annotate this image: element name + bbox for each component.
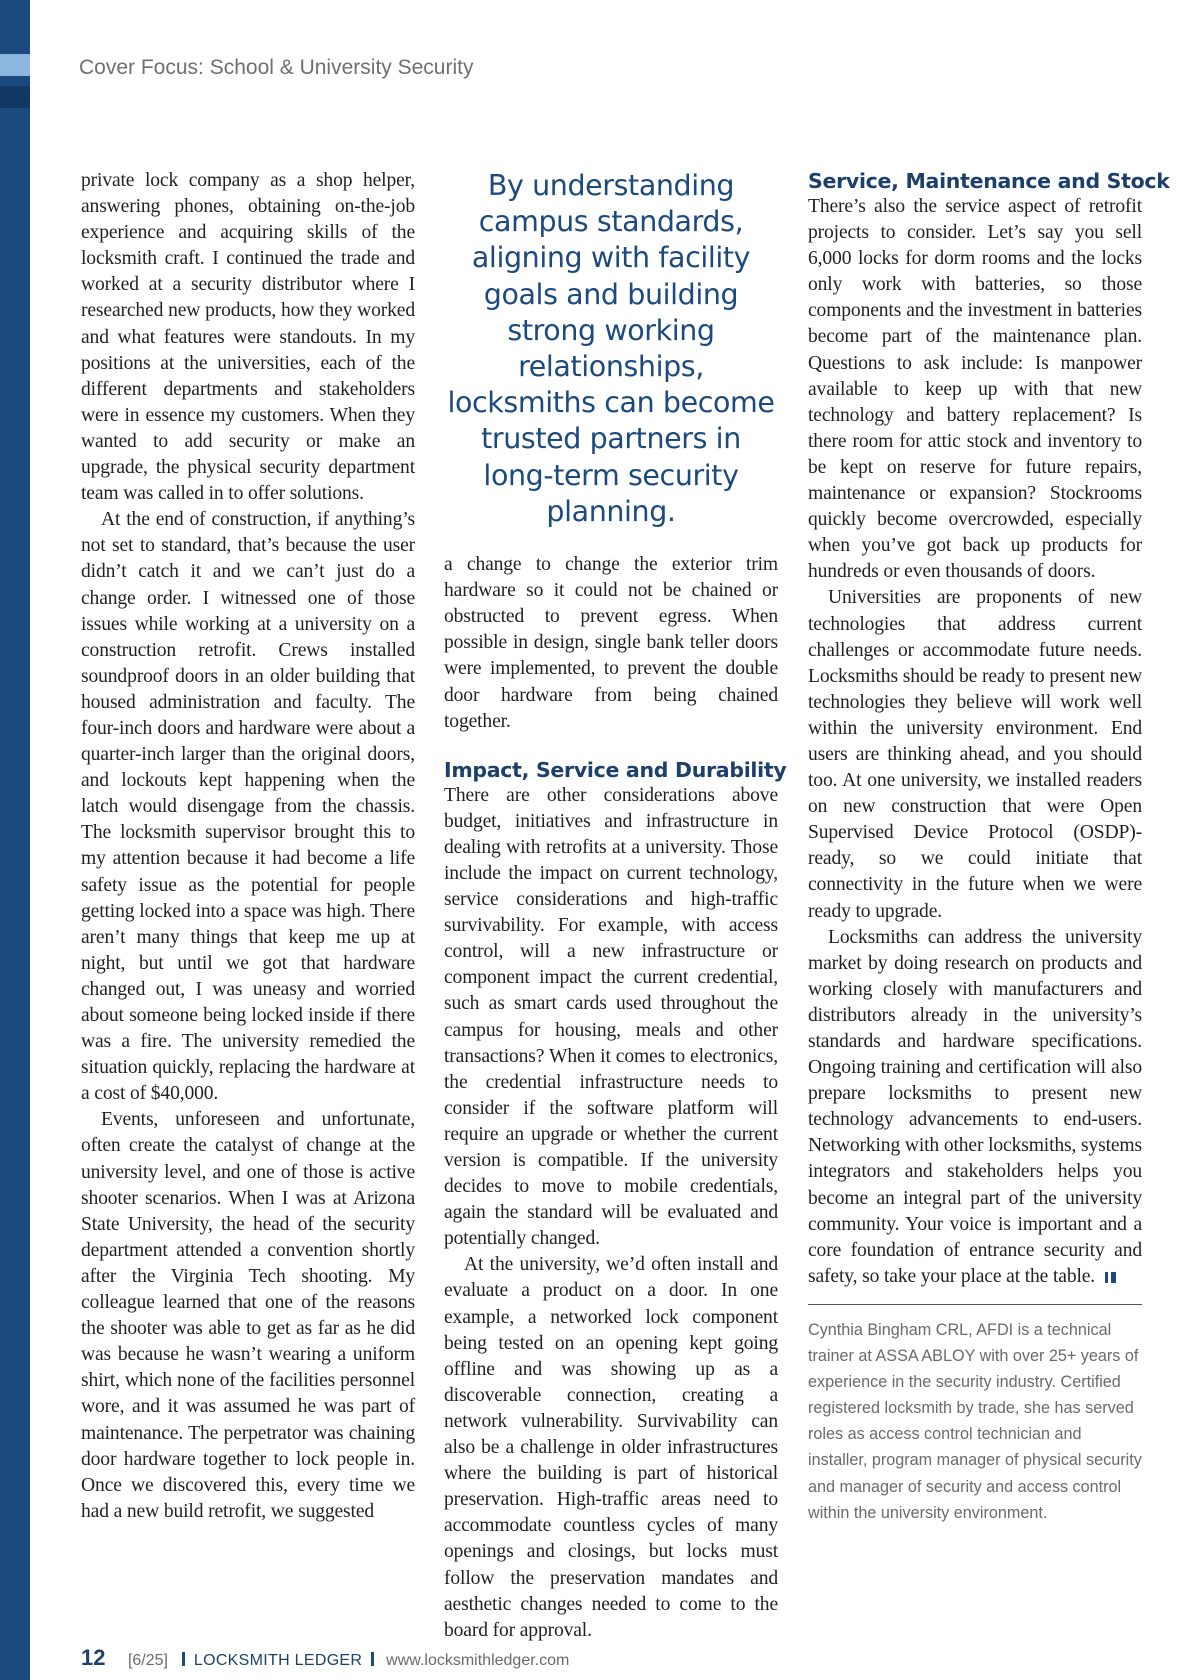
column1-paragraph-1: private lock company as a shop helper, answering phones, obtaining on-the-job experience and acquiring skills of the locksmith craft. I continued the trade and worked at a security distributor where I researched new products, how they worked and what features were standouts. In my positions at the universities, each of the different departments and stakeholders were in essence my customers. When they wanted to add security or make an upgrade, the physical security department team was called in to offer solutions. [81,170,415,505]
end-of-article-icon [1105,1272,1116,1283]
column3-paragraph-1: There’s also the service aspect of retrofit projects to consider. Let’s say you sell 6,000 locks for dorm rooms and the locks only work with batteries, so those components and the investment in batteries become part of the maintenance plan. Questions to ask include: Is manpower available to keep up with that new technology and battery replacement? Is there room for attic stock and inventory to be kept on reserve for future repairs, maintenance or expansion? Stockrooms quickly become overcrowded, especially when you’ve got back up products for hundreds or even thousands of doors. [808,196,1142,583]
bio-divider [808,1304,1142,1305]
sidebar-accent-dark [0,86,30,108]
section-header: Cover Focus: School & University Security [79,56,474,79]
column3-paragraph-2: Universities are proponents of new technologies that address current challenges or accommodate future needs. Locksmiths should be ready to present new technologies they believe will work well within the university environment. End users are thinking ahead, and you should too. At one university, we installed readers on new construction that were Open Supervised Device Protocol (OSDP)-ready, so we could initiate that connectivity in the future when we were ready to upgrade. [808,587,1142,922]
magazine-name: LOCKSMITH LEDGER [193,1652,363,1669]
article-column-2 [444,168,787,1644]
pull-quote: By understanding campus standards, aligning with facility goals and building strong working relationships, locksmiths can become trusted partners in long-term security planning. [447,169,775,528]
column2-paragraph-3: At the university, we’d often install and evaluate a product on a door. In one example, a networked lock component being tested on an opening kept going offline and was showing up as a discoverable connection, creating a network vulnerability. Survivability can also be a challenge in older infrastructures where the building is part of historical preservation. High-traffic areas need to accommodate countless cycles of many openings and closings, but locks must follow the preservation mandates and aesthetic changes needed to come to the board for approval. [444,1254,778,1641]
subhead-impact-service-durability: Impact, Service and Durability [444,757,787,782]
website-url: www.locksmithledger.com [386,1652,570,1669]
separator-bar [371,1652,374,1666]
page-number: 12 [81,1645,106,1670]
column3-paragraph-3-text: Locksmiths can address the university market by doing research on products and working closely with manufacturers and distributors already in the university’s standards and hardware specifications. Ongoing training and certification will also prepare locksmiths to present new technology advancements to end-users. Networking with other locksmiths, systems integrators and stakeholders helps you become an integral part of the university community. Your voice is important and a core foundation of entrance security and safety, so take your place at the table. [808,926,1142,1287]
article-column-3 [808,168,1170,1526]
subhead-service-maintenance-stock: Service, Maintenance and Stock [808,169,1170,193]
sidebar-accent-light [0,54,30,76]
column1-paragraph-3: Events, unforeseen and unfortunate, often create the catalyst of change at the university level, and one of those is active shooter scenarios. When I was at Arizona State University, the head of the security department attended a convention shortly after the Virginia Tech shooting. My colleague learned that one of the reasons the shooter was able to get as far as he did was because he wasn’t wearing a uniform shirt, which none of the facilities personnel wore, and it was assumed he was part of maintenance. The perpetrator was chaining door hardware together to lock people in. Once we discovered this, every time we had a new build retrofit, we suggested [81,1109,415,1522]
article-column-1 [81,168,415,1525]
page-footer [81,1645,569,1671]
column2-paragraph-1: a change to change the exterior trim hardware so it could not be chained or obstructed to prevent egress. When possible in design, single bank teller doors were implemented, to prevent the double door hardware from being chained together. [444,554,778,732]
column3-paragraph-3 [808,925,1142,1290]
column2-paragraph-2: There are other considerations above budget, initiatives and infrastructure in dealing with retrofits at a university. Those include the impact on current technology, service considerations and high-traffic survivability. For example, with access control, will a new infrastructure or component impact the current credential, such as smart cards used throughout the campus for housing, meals and other transactions? When it comes to electronics, the credential infrastructure needs to consider if the software platform will require an upgrade or whether the current version is compatible. If the university decides to move to mobile credentials, again the standard will be evaluated and potentially changed. [444,784,778,1250]
issue-date: [6/25] [127,1652,168,1669]
column1-paragraph-2: At the end of construction, if anything’s not set to standard, that’s because the user didn’t catch it and we can’t just do a change order. I witnessed one of those issues while working at a university on a construction retrofit. Crews installed soundproof doors in an older building that housed administration and faculty. The four-inch doors and hardware were about a quarter-inch larger than the original doors, and lockouts kept happening when the latch would disengage from the chassis. The locksmith supervisor brought this to my attention because it had become a life safety issue as the potential for people getting locked into a space was high. There aren’t many things that keep me up at night, but until we got that hardware changed out, I was uneasy and worried about someone being locked inside if there was a fire. The university remedied the situation quickly, replacing the hardware at a cost of $40,000. [81,509,415,1105]
author-bio: Cynthia Bingham CRL, AFDI is a technical trainer at ASSA ABLOY with over 25+ years of experience in the security industry. Certified registered locksmith by trade, she has served roles as access control technician and installer, program manager of physical security and manager of security and access control within the university environment. [808,1320,1142,1522]
separator-bar [182,1652,185,1666]
sidebar-band [0,0,30,1680]
